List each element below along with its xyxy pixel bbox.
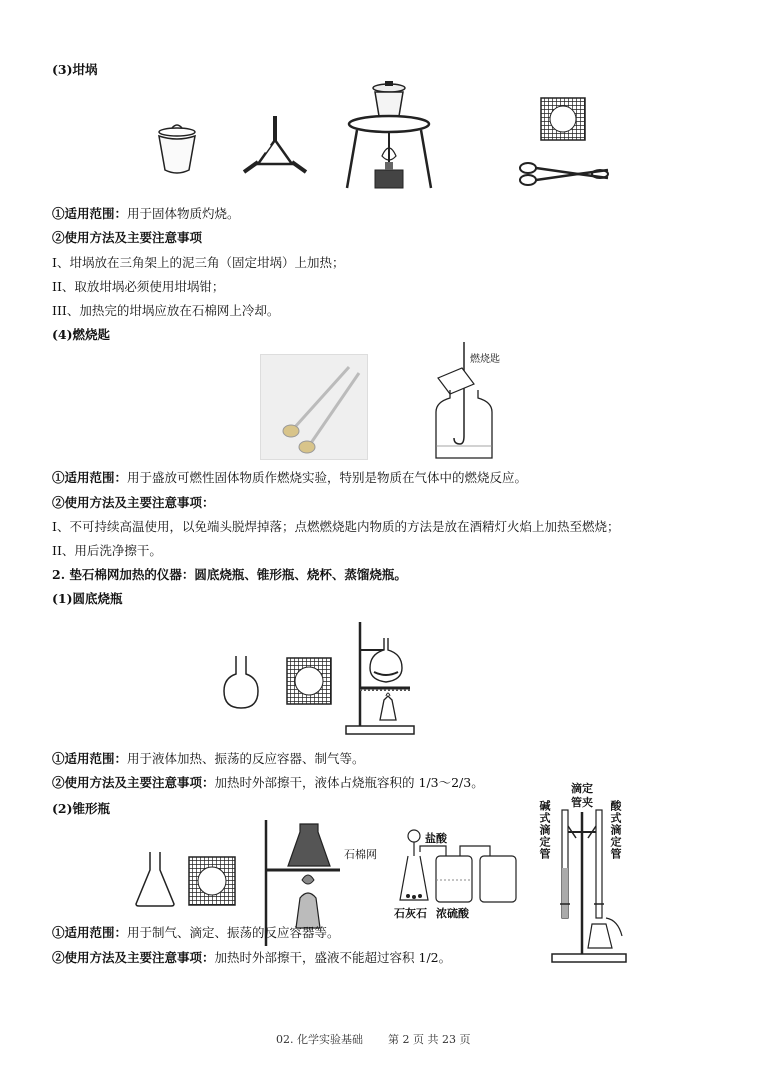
buret-clamp-label: 滴定管夹 <box>571 782 593 809</box>
section-heading-round-flask: (1)圆底烧瓶 <box>52 591 123 606</box>
part2-heading: 2. 垫石棉网加热的仪器：圆底烧瓶、锥形瓶、烧杯、蒸馏烧瓶。 <box>52 567 407 582</box>
crucible-scope: ①适用范围：用于固体物质灼烧。 <box>52 206 240 221</box>
combustion-spoon-photo <box>260 354 368 460</box>
round-flask-scope: ①适用范围：用于液体加热、振荡的反应容器、制气等。 <box>52 751 365 766</box>
section-heading-crucible: (3)坩埚 <box>52 62 98 77</box>
round-bottom-flask-figure <box>222 654 260 710</box>
section-heading-erlenmeyer: (2)锥形瓶 <box>52 801 111 816</box>
combustion-spoon-item-2: II、用后洗净擦干。 <box>52 543 162 558</box>
crucible-item-2: II、取放坩埚必须使用坩埚钳； <box>52 279 225 294</box>
concentrated-acid-label: 浓硫酸 <box>436 907 469 920</box>
asbestos-gauze-figure <box>540 97 586 141</box>
titration-setup-figure <box>546 808 636 964</box>
limestone-label: 石灰石 <box>394 907 427 920</box>
crucible-heating-figure <box>342 78 437 193</box>
footer <box>276 1031 470 1047</box>
clay-triangle-figure <box>240 112 310 184</box>
asbestos-label: 石棉网 <box>344 848 377 861</box>
round-flask-heating-setup-figure <box>340 620 420 736</box>
round-flask-usage: ②使用方法及主要注意事项：加热时外部擦干，液体占烧瓶容积的 1/3～2/3。 <box>52 775 484 790</box>
asbestos-gauze-figure-3 <box>188 856 236 906</box>
combustion-spoon-usage-heading: ②使用方法及主要注意事项： <box>52 495 215 510</box>
asbestos-gauze-figure-2 <box>286 657 332 705</box>
crucible-figure <box>152 120 202 180</box>
combustion-spoon-label: 燃烧匙 <box>470 354 500 365</box>
combustion-spoon-scope: ①适用范围：用于盛放可燃性固体物质作燃烧实验，特别是物质在气体中的燃烧反应。 <box>52 470 528 485</box>
hydrochloric-acid-label: 盐酸 <box>425 832 447 845</box>
footer-page-number: 第 2 页 共 23 页 <box>388 1033 471 1046</box>
acid-buret-label: 酸式滴定管 <box>609 800 622 860</box>
footer-doc-title: 02. 化学实验基础 <box>276 1033 363 1046</box>
combustion-spoon-item-1: I、不可持续高温使用，以免端头脱焊掉落；点燃燃烧匙内物质的方法是放在酒精灯火焰上加热至燃烧； <box>52 519 620 534</box>
crucible-item-3: III、加热完的坩埚应放在石棉网上冷却。 <box>52 303 280 318</box>
base-buret-label: 碱式滴定管 <box>538 800 551 860</box>
erlenmeyer-usage: ②使用方法及主要注意事项：加热时外部擦干，盛液不能超过容积 1/2。 <box>52 950 452 965</box>
crucible-tongs-figure <box>518 158 614 190</box>
erlenmeyer-scope: ①适用范围：用于制气、滴定、振荡的反应容器等。 <box>52 925 340 940</box>
erlenmeyer-flask-figure <box>134 850 176 908</box>
crucible-usage-heading: ②使用方法及主要注意事项 <box>52 230 203 245</box>
gas-generation-setup-figure <box>394 826 526 908</box>
crucible-item-1: I、坩埚放在三角架上的泥三角（固定坩埚）上加热； <box>52 255 345 270</box>
section-heading-combustion-spoon: (4)燃烧匙 <box>52 327 111 342</box>
